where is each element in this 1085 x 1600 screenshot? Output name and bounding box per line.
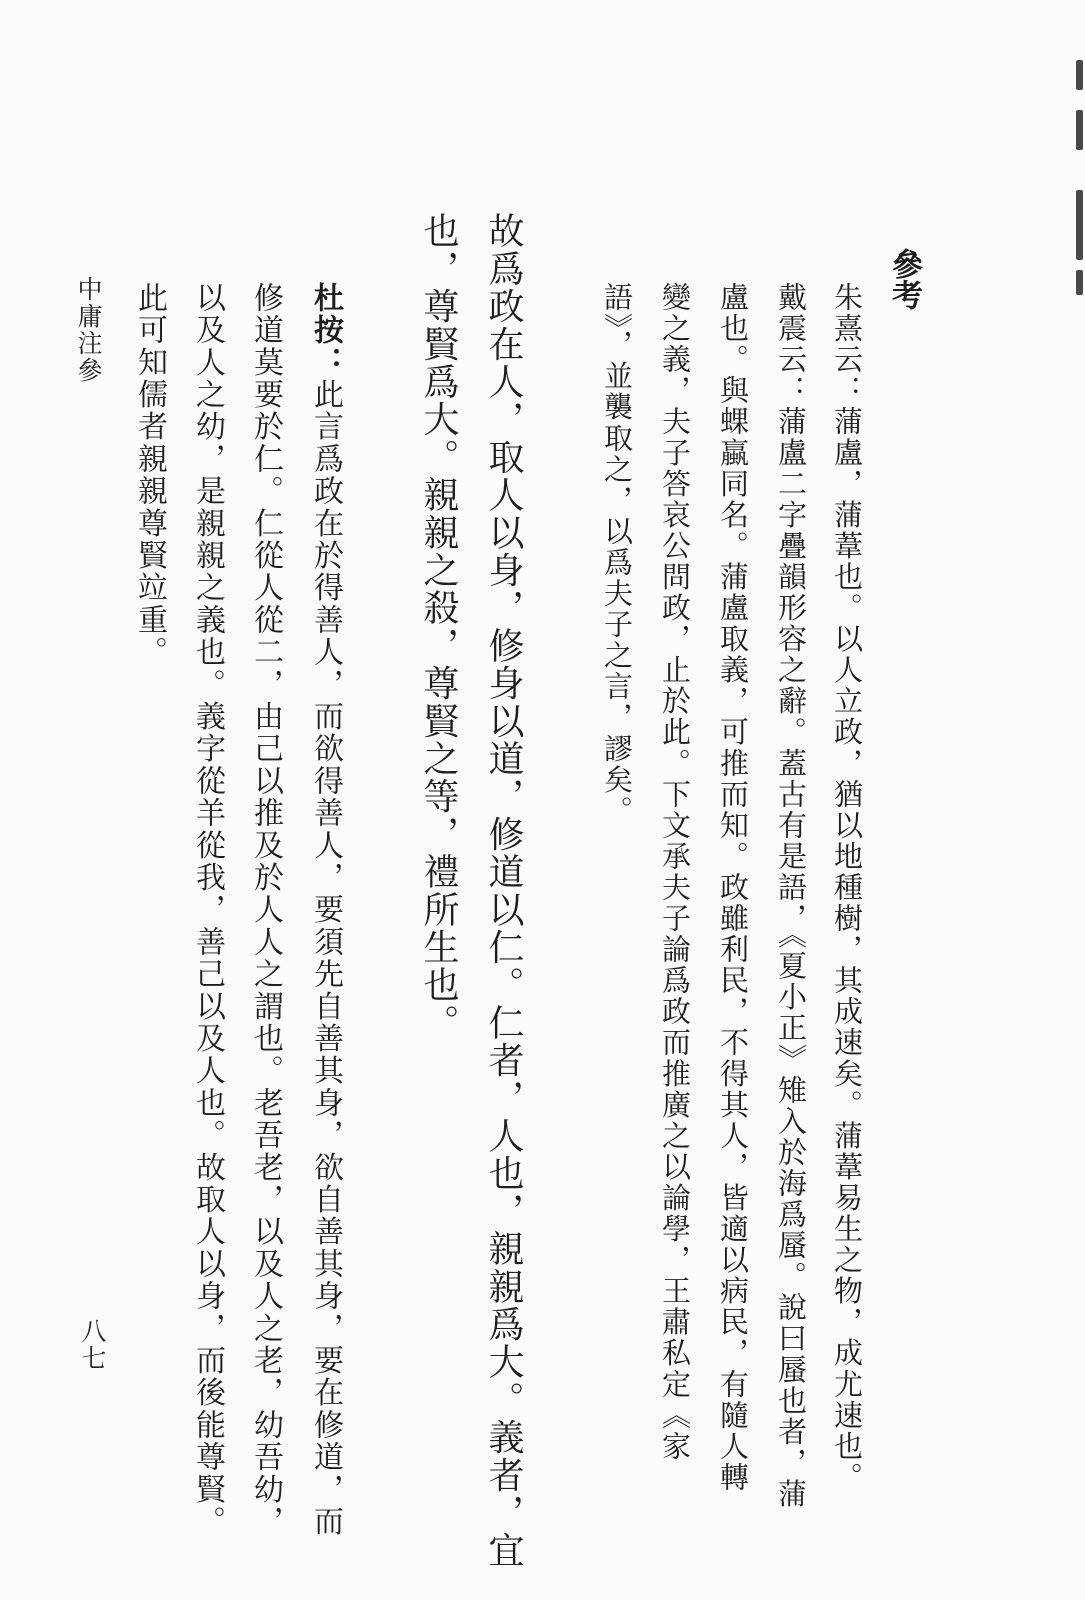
commentary-column (190, 282, 225, 1538)
reference-speaker: 朱熹云： (830, 282, 864, 407)
scan-edge-mark (1076, 190, 1083, 260)
commentary-column (308, 282, 343, 1538)
reference-column (600, 282, 634, 827)
commentary-column (132, 282, 167, 669)
reference-text: 盧也。與蜾蠃同名。蒲盧取義，可推而知。政雖利民，不得其人，皆適以病民，有隨人轉 (716, 282, 750, 1493)
commentary-text: 此言爲政在於得善人，而欲得善人，要須先自善其身，欲自善其身，要在修道，而 (308, 378, 343, 1538)
reference-speaker: 戴震云： (774, 282, 808, 407)
scan-edge-mark (1076, 270, 1083, 295)
commentary-text: 以及人之幼，是親親之義也。義字從羊從我，善己以及人也。故取人以身，而後能尊賢。 (190, 282, 225, 1538)
reference-column (830, 282, 864, 1493)
main-text-column: 也，尊賢爲大。親親之殺，尊賢之等，禮所生也。 (418, 212, 459, 1042)
reference-column (774, 282, 808, 1510)
reference-text: 蒲盧二字疊韻形容之辭。蓋古有是語，《夏小正》雉入於海爲蜃。說曰蜃也者，蒲 (774, 406, 808, 1510)
reference-column (716, 282, 750, 1493)
commentary-column (248, 282, 283, 1538)
reference-column (658, 282, 692, 1462)
reference-text: 變之義，夫子答哀公問政，止於此。下文承夫子論爲政而推廣之以論學，王肅私定《家 (658, 282, 692, 1462)
commentary-author: 杜按： (308, 282, 343, 379)
scan-edge-mark (1076, 110, 1083, 150)
commentary-text: 修道莫要於仁。仁從人從二，由己以推及於人人之謂也。老吾老，以及人之老，幼吾幼， (248, 282, 283, 1538)
commentary-text: 此可知儒者親親尊賢竝重。 (132, 282, 167, 669)
main-text-column: 故爲政在人，取人以身，修身以道，修道以仁。仁者，人也，親親爲大。義者，宜 (483, 212, 524, 1570)
section-heading: 參考 (886, 248, 922, 310)
scan-edge-mark (1076, 60, 1083, 90)
book-title: 中庸注參 (74, 276, 103, 384)
reference-text: 語》，並襲取之，以爲夫子之言，謬矣。 (600, 282, 634, 827)
page-number: 八七 (78, 1318, 107, 1372)
reference-text: 蒲盧，蒲葦也。以人立政，猶以地種樹，其成速矣。蒲葦易生之物，成尤速也。 (830, 406, 864, 1493)
